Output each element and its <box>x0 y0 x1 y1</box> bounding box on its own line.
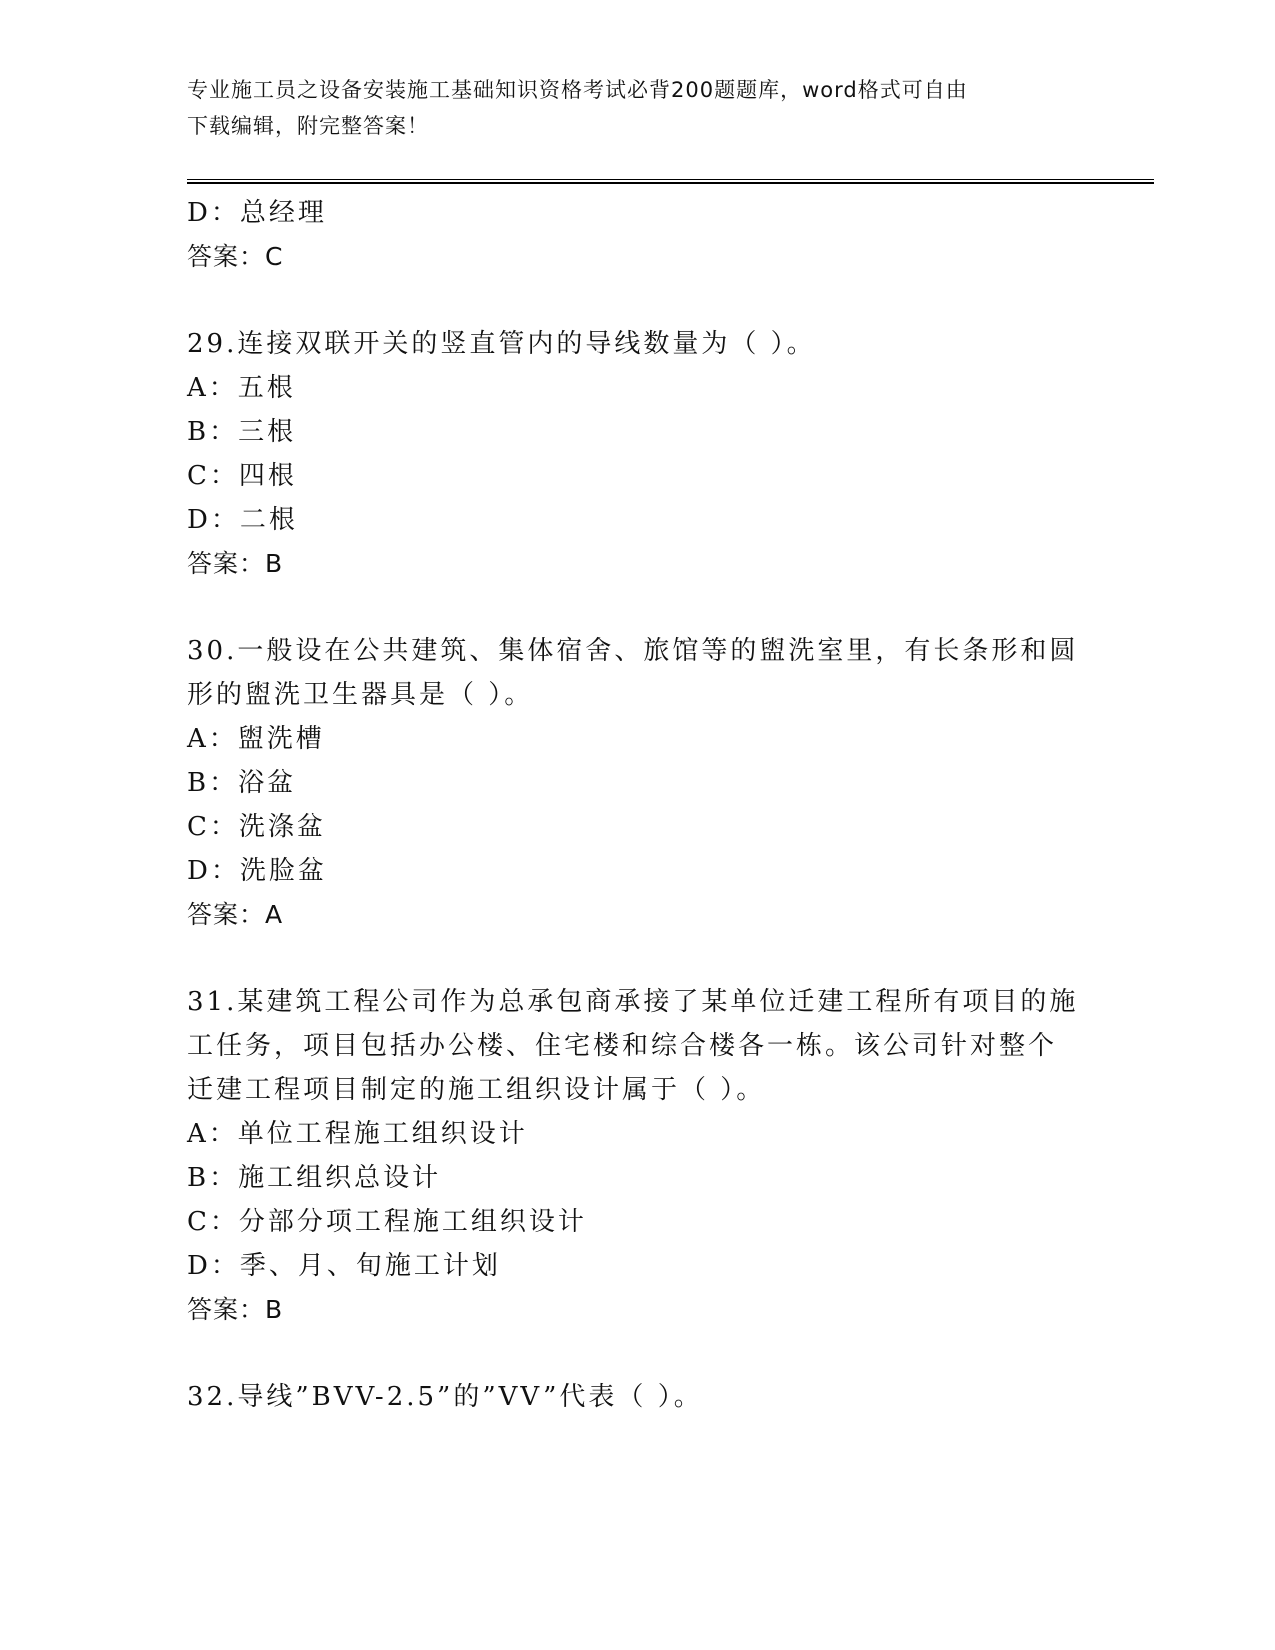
q31-answer: 答案：B <box>187 1295 284 1324</box>
q31-option-c: C：分部分项工程施工组织设计 <box>187 1207 587 1237</box>
q31-option-b: B：施工组织总设计 <box>187 1163 442 1193</box>
q31-stem-line-1: 31.某建筑工程公司作为总承包商承接了某单位迁建工程所有项目的施 <box>187 987 1079 1017</box>
q30-option-c: C：洗涤盆 <box>187 812 326 842</box>
q30-stem-line-2: 形的盥洗卫生器具是（ ）。 <box>187 680 534 710</box>
header-divider-thick <box>187 182 1154 184</box>
q31-stem-line-2: 工任务，项目包括办公楼、住宅楼和综合楼各一栋。该公司针对整个 <box>187 1031 1058 1061</box>
document-header <box>187 72 1067 144</box>
q30-stem-line-1: 30.一般设在公共建筑、集体宿舍、旅馆等的盥洗室里，有长条形和圆 <box>187 636 1079 666</box>
q30-option-b: B：浴盆 <box>187 768 297 798</box>
prev-option-d: D：总经理 <box>187 198 327 228</box>
header-divider-thin <box>187 179 1154 180</box>
q29-option-d: D：二根 <box>187 505 298 535</box>
q30-option-a: A：盥洗槽 <box>187 724 325 754</box>
q31-option-a: A：单位工程施工组织设计 <box>187 1119 528 1149</box>
prev-answer: 答案：C <box>187 242 284 271</box>
q29-answer: 答案：B <box>187 549 284 578</box>
q29-option-b: B：三根 <box>187 417 297 447</box>
q31-stem-line-3: 迁建工程项目制定的施工组织设计属于（ ）。 <box>187 1075 766 1105</box>
q32-stem: 32.导线”BVV-2.5”的”VV”代表（ ）。 <box>187 1382 703 1412</box>
q29-stem: 29.连接双联开关的竖直管内的导线数量为（ ）。 <box>187 329 816 359</box>
q29-option-a: A：五根 <box>187 373 296 403</box>
q30-answer: 答案：A <box>187 900 284 929</box>
q30-option-d: D：洗脸盆 <box>187 856 327 886</box>
header-line-2: 下载编辑，附完整答案！ <box>187 114 429 138</box>
q31-option-d: D：季、月、旬施工计划 <box>187 1251 501 1281</box>
q29-option-c: C：四根 <box>187 461 297 491</box>
header-line-1: 专业施工员之设备安装施工基础知识资格考试必背200题题库，word格式可自由 <box>187 78 968 102</box>
